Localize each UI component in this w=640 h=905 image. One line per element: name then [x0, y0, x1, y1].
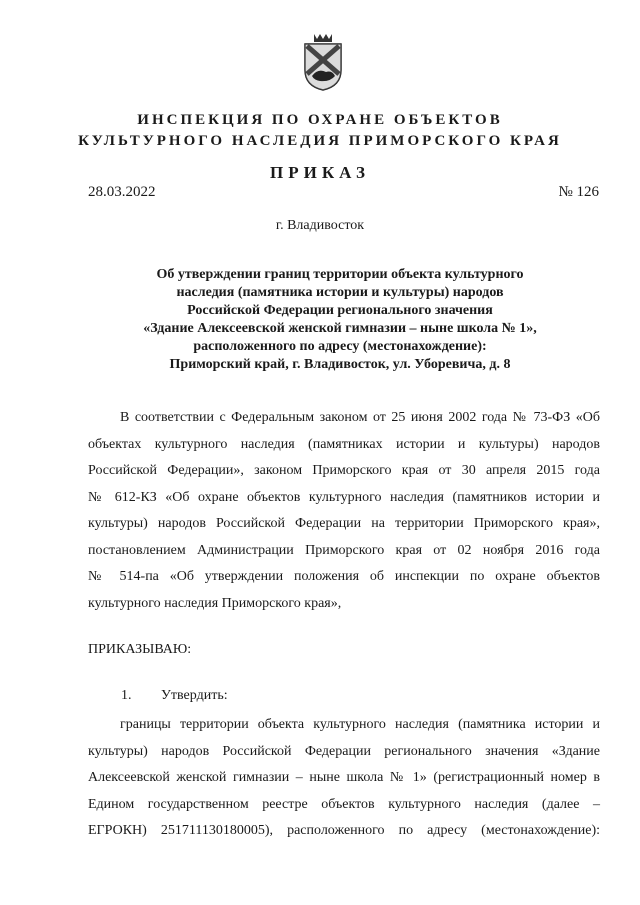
- paragraph-line: Едином государственном реестре объектов культурного наследия (далее –: [88, 796, 600, 812]
- document-number: № 126: [558, 184, 599, 200]
- item-text: Утвердить:: [161, 688, 228, 703]
- body-paragraph: [88, 712, 600, 845]
- paragraph-line: постановлением Администрации Приморского края от 02 ноября 2016 года: [88, 542, 600, 558]
- paragraph-line: ЕГРОКН) 251711130180005), расположенного по адресу (местонахождение):: [88, 823, 600, 838]
- document-type: ПРИКАЗ: [270, 163, 370, 182]
- paragraph-line: объектах культурного наследия (памятниках истории и культуры) народов: [88, 436, 600, 452]
- paragraph-line: В соответствии с Федеральным законом от 25 июня 2002 года № 73-ФЗ «Об: [120, 410, 600, 425]
- title-line: наследия (памятника истории и культуры) народов: [176, 285, 504, 300]
- title-line: расположенного по адресу (местонахождение):: [193, 339, 487, 354]
- document-date: 28.03.2022: [88, 184, 156, 200]
- paragraph-line: культуры) народов Российской Федерации на территории Приморского края»,: [88, 516, 600, 531]
- paragraph-line: № 612-КЗ «Об охране объектов культурного наследия (памятников истории и: [88, 489, 600, 505]
- organization-name-line-1: ИНСПЕКЦИЯ ПО ОХРАНЕ ОБЪЕКТОВ: [137, 112, 503, 128]
- title-line: Российской Федерации регионального значения: [187, 303, 493, 318]
- order-item: [121, 688, 228, 704]
- document-title: [120, 266, 560, 374]
- document-city: г. Владивосток: [275, 218, 365, 233]
- coat-of-arms-icon: [302, 30, 344, 92]
- organization-name-line-2: КУЛЬТУРНОГО НАСЛЕДИЯ ПРИМОРСКОГО КРАЯ: [78, 133, 562, 149]
- paragraph-line: культуры) народов Российской Федерации регионального значения «Здание: [88, 743, 600, 759]
- paragraph-line: Российской Федерации», законом Приморского края от 30 апреля 2015 года: [88, 463, 600, 478]
- order-word: ПРИКАЗЫВАЮ:: [88, 642, 192, 657]
- preamble-paragraph: [88, 405, 600, 617]
- title-line: Об утверждении границ территории объекта культурного: [156, 267, 524, 282]
- item-number: 1.: [121, 688, 132, 703]
- paragraph-line: границы территории объекта культурного наследия (памятника истории и: [120, 717, 600, 732]
- title-line: «Здание Алексеевской женской гимназии – ныне школа № 1»,: [143, 321, 537, 336]
- paragraph-line: культурного наследия Приморского края»,: [88, 595, 342, 611]
- paragraph-line: Алексеевской женской гимназии – ныне школа № 1» (регистрационный номер в: [88, 770, 600, 785]
- title-line: Приморский край, г. Владивосток, ул. Уборевича, д. 8: [169, 357, 511, 372]
- paragraph-line: № 514-па «Об утверждении положения об инспекции по охране объектов: [88, 569, 600, 584]
